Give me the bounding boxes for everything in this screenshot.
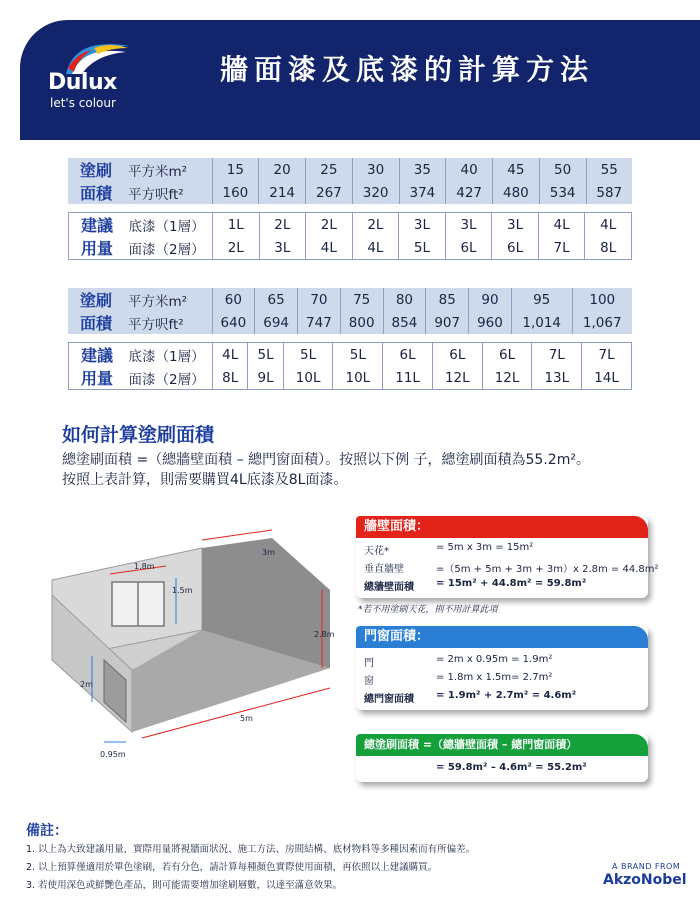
- cell: 15: [212, 158, 259, 181]
- header-banner: [20, 20, 700, 140]
- cell: 95: [511, 288, 572, 311]
- sqm-label: 平方米m²: [122, 158, 212, 181]
- sqm-label: 平方米m²: [122, 288, 212, 311]
- dim-label: 2.8m: [314, 630, 335, 639]
- cell: 480: [493, 181, 540, 204]
- cell: 6L: [432, 343, 482, 367]
- usage-table-1: [68, 212, 632, 260]
- ceiling-note: *若不用塗刷天花，則不用計算此項: [358, 605, 498, 615]
- cell: 6L: [492, 236, 539, 260]
- cell: 2L: [306, 213, 353, 237]
- cell: 8L: [600, 239, 617, 256]
- cell: 6L: [482, 343, 532, 367]
- cell: 5L: [333, 343, 383, 367]
- cell: 3L: [492, 213, 539, 237]
- usage-header: 建議 用量: [81, 216, 114, 258]
- cell: 45: [493, 158, 540, 181]
- cell: 70: [298, 288, 341, 311]
- primer-label: 底漆（1層）: [123, 213, 213, 237]
- cell: 854: [383, 311, 426, 334]
- cell: 374: [399, 181, 446, 204]
- cell: 2L: [213, 236, 260, 260]
- description-line: 總塗刷面積 =（總牆壁面積 – 總門窗面積）。按照以下例 子，總塗刷面積為55.2m²。: [62, 452, 590, 468]
- door-window-box: 門窗面積： 門 = 2m x 0.95m = 1.9m² 窗 = 1.8m x 1.5m= 2.7m² 總門窗面積 = 1.9m² + 2.7m² = 4.6m²: [356, 626, 648, 710]
- cell: 640: [212, 311, 255, 334]
- area-header: 塗刷 面積: [80, 161, 113, 203]
- cell: 2L: [259, 213, 306, 237]
- cell: 55: [600, 161, 618, 178]
- cell: 7L: [538, 236, 585, 260]
- cell: 1,014: [511, 311, 572, 334]
- remark-item: 3. 若使用深色或鮮艷色產品，則可能需要增加塗刷層數，以達至滿意效果。: [26, 880, 343, 891]
- cell: 320: [352, 181, 399, 204]
- cell: 65: [255, 288, 298, 311]
- cell: 85: [426, 288, 469, 311]
- cell: 5L: [283, 343, 333, 367]
- cell: 90: [469, 288, 512, 311]
- cell: 5L: [399, 236, 446, 260]
- cell: 80: [383, 288, 426, 311]
- remarks-list: [26, 841, 475, 895]
- cell: 694: [255, 311, 298, 334]
- cell: 75: [340, 288, 383, 311]
- wall-area-title: 牆壁面積：: [356, 516, 648, 538]
- cell: 50: [539, 158, 586, 181]
- cell: 12L: [432, 366, 482, 390]
- cell: 587: [596, 184, 623, 201]
- cell: 10L: [283, 366, 333, 390]
- brand-from-label: A BRAND FROM: [612, 862, 681, 871]
- cell: 40: [446, 158, 493, 181]
- usage-header: 建議 用量: [81, 346, 114, 388]
- cell: 4L: [213, 343, 248, 367]
- cell: 4L: [600, 216, 617, 233]
- cell: 7L: [598, 346, 615, 363]
- cell: 3L: [399, 213, 446, 237]
- cell: 35: [399, 158, 446, 181]
- sqft-label: 平方呎ft²: [122, 311, 212, 334]
- cell: 3L: [445, 213, 492, 237]
- brand-tagline: let's colour: [50, 96, 116, 110]
- cell: 800: [340, 311, 383, 334]
- dim-label: 3m: [262, 548, 275, 557]
- cell: 960: [469, 311, 512, 334]
- topcoat-label: 面漆（2層）: [123, 366, 213, 390]
- cell: 3L: [259, 236, 306, 260]
- cell: 214: [259, 181, 306, 204]
- cell: 12L: [482, 366, 532, 390]
- remark-item: 1. 以上為大致建議用量，實際用量將視牆面狀況、施工方法、房間結構、底材物料等多種因素而有所偏差。: [26, 844, 476, 855]
- door-window-title: 門窗面積：: [356, 626, 648, 648]
- topcoat-label: 面漆（2層）: [123, 236, 213, 260]
- cell: 534: [539, 181, 586, 204]
- dim-label: 1.8m: [134, 562, 155, 571]
- cell: 14L: [594, 369, 619, 386]
- dim-label: 5m: [240, 714, 253, 723]
- cell: 6L: [445, 236, 492, 260]
- cell: 4L: [352, 236, 399, 260]
- total-area-box: 總塗刷面積 =（總牆壁面積 – 總門窗面積） = 59.8m² – 4.6m² = 55.2m²: [356, 734, 648, 782]
- cell: 2L: [352, 213, 399, 237]
- cell: 60: [212, 288, 255, 311]
- page-title: 牆面漆及底漆的計算方法: [220, 53, 595, 86]
- cell: 6L: [383, 343, 433, 367]
- area-table-2: [68, 288, 632, 334]
- dim-label: 2m: [80, 680, 93, 689]
- remarks-title: 備註：: [26, 823, 68, 839]
- wall-area-box: 牆壁面積： 天花* = 5m x 3m = 15m² 垂直牆壁 =（5m + 5m + 3m + 3m）x 2.8m = 44.8m² 總牆壁面積 = 15m² + 44.8m² = 59.8m²: [356, 516, 648, 598]
- total-area-title: 總塗刷面積 =（總牆壁面積 – 總門窗面積）: [356, 734, 648, 756]
- sqft-label: 平方呎ft²: [122, 181, 212, 204]
- dulux-logo: [44, 32, 154, 122]
- brand-name: Dulux: [48, 70, 117, 95]
- cell: 907: [426, 311, 469, 334]
- akzonobel-logo: AkzoNobel: [603, 872, 687, 888]
- cell: 267: [306, 181, 353, 204]
- cell: 8L: [213, 366, 248, 390]
- cell: 20: [259, 158, 306, 181]
- cell: 7L: [532, 343, 582, 367]
- section-description: [62, 450, 662, 490]
- cell: 30: [352, 158, 399, 181]
- dim-label: 0.95m: [100, 750, 126, 759]
- cell: 13L: [532, 366, 582, 390]
- cell: 100: [589, 291, 616, 308]
- dim-label: 1.5m: [172, 586, 193, 595]
- primer-label: 底漆（1層）: [123, 343, 213, 367]
- cell: 1L: [213, 213, 260, 237]
- section-title: 如何計算塗刷面積: [62, 424, 215, 446]
- room-diagram: [22, 520, 342, 770]
- description-line: 按照上表計算，則需要購買4L底漆及8L面漆。: [62, 472, 348, 488]
- cell: 25: [306, 158, 353, 181]
- cell: 11L: [383, 366, 433, 390]
- cell: 4L: [538, 213, 585, 237]
- cell: 160: [212, 181, 259, 204]
- cell: 10L: [333, 366, 383, 390]
- area-header: 塗刷 面積: [80, 291, 113, 333]
- cell: 4L: [306, 236, 353, 260]
- cell: 747: [298, 311, 341, 334]
- cell: 9L: [248, 366, 283, 390]
- cell: 1,067: [582, 314, 622, 331]
- area-table-1: [68, 158, 632, 204]
- cell: 427: [446, 181, 493, 204]
- usage-table-2: [68, 342, 632, 390]
- cell: 5L: [248, 343, 283, 367]
- remark-item: 2. 以上預算僅適用於單色塗刷，若有分色，請計算每種顏色實際使用面積，再依照以上建議購買。: [26, 862, 438, 873]
